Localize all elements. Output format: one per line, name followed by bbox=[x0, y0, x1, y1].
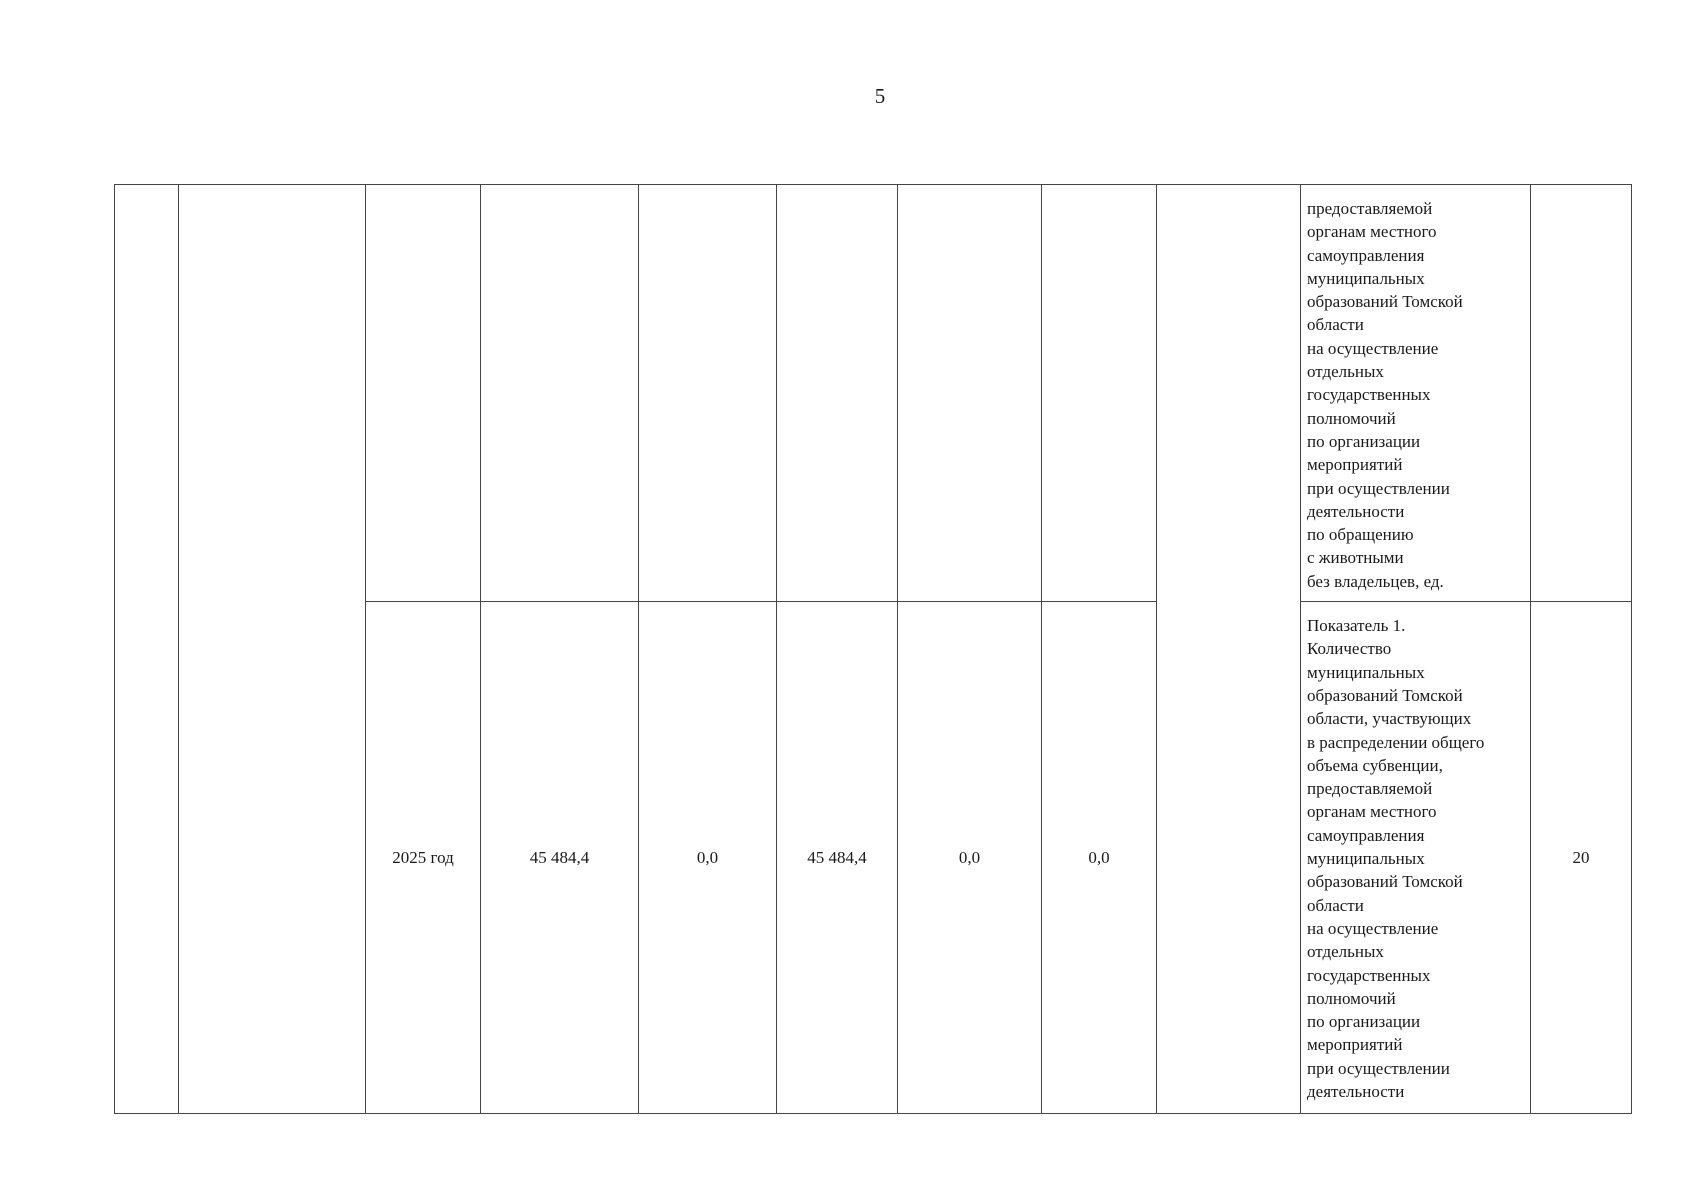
regional-budget-cell: 45 484,4 bbox=[777, 602, 898, 1114]
total-cell bbox=[481, 185, 639, 602]
program-table bbox=[114, 184, 1632, 1114]
other-sources-cell bbox=[1042, 185, 1157, 602]
indicator-value-cell bbox=[1531, 185, 1632, 602]
other-sources-cell: 0,0 bbox=[1042, 602, 1157, 1114]
federal-budget-cell bbox=[639, 185, 777, 602]
total-cell: 45 484,4 bbox=[481, 602, 639, 1114]
executor-cell bbox=[1157, 185, 1301, 1114]
local-budget-cell bbox=[898, 185, 1042, 602]
indicator-text-cell: Показатель 1. Количество муниципальных образований Томской области, участвующих в распределении общего объема субвенции, предоставляемой органам местного самоуправления муниципальных образований Томской области на осуществление отдельных государственных полномочий по организации мероприятий при осуществлении деятельности bbox=[1301, 602, 1531, 1114]
number-cell bbox=[115, 185, 179, 1114]
indicator-value-cell: 20 bbox=[1531, 602, 1632, 1114]
task-name-cell bbox=[179, 185, 366, 1114]
indicator-text-cell: предоставляемой органам местного самоуправления муниципальных образований Томской области на осуществление отдельных государственных полномочий по организации мероприятий при осуществлении деятельности по обращению с животными без владельцев, ед. bbox=[1301, 185, 1531, 602]
year-cell bbox=[366, 185, 481, 602]
regional-budget-cell bbox=[777, 185, 898, 602]
year-cell: 2025 год bbox=[366, 602, 481, 1114]
table-row bbox=[115, 185, 1632, 602]
page-number: 5 bbox=[874, 84, 886, 108]
local-budget-cell: 0,0 bbox=[898, 602, 1042, 1114]
federal-budget-cell: 0,0 bbox=[639, 602, 777, 1114]
